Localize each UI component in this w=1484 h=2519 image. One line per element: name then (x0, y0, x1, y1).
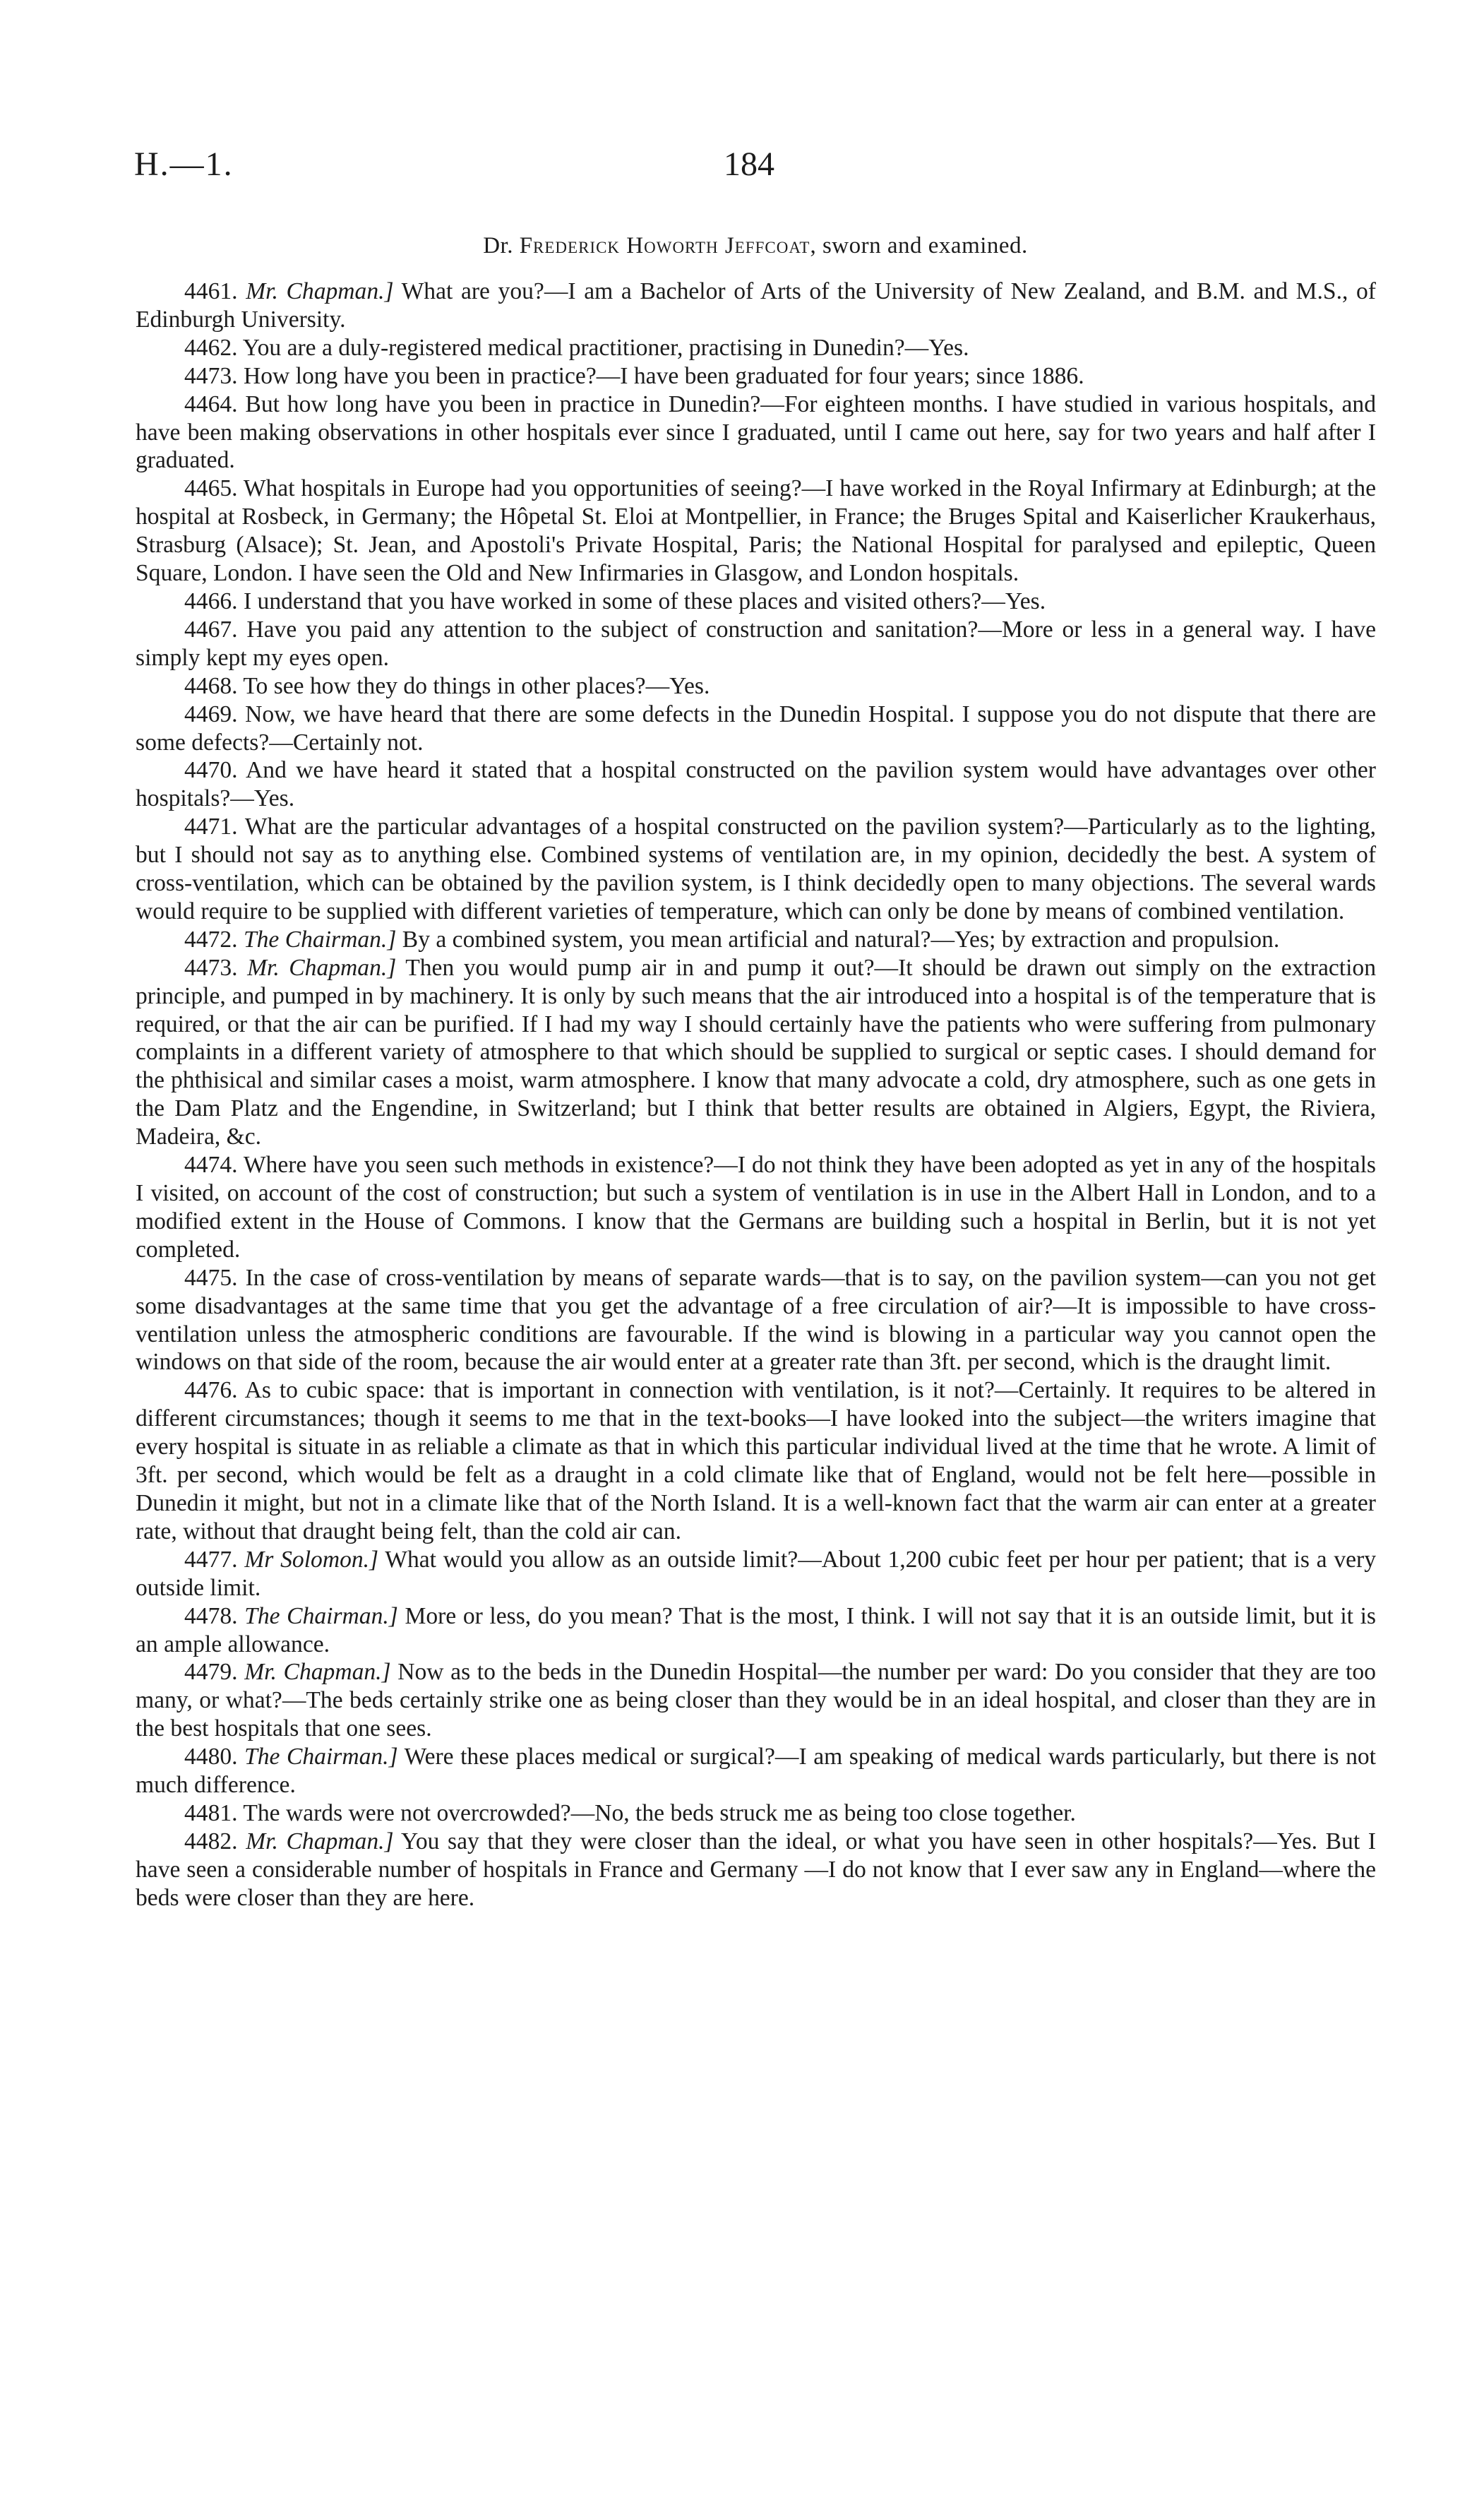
testimony-paragraph (136, 1264, 1376, 1377)
question-number: 4462. (184, 334, 238, 361)
paragraph-text: By a combined system, you mean artificial and natural?—Yes; by extraction and propulsion. (402, 926, 1280, 953)
testimony-paragraph (136, 588, 1376, 616)
question-number: 4473. (184, 954, 238, 981)
question-number: 4472. (184, 926, 238, 953)
question-number: 4475. (184, 1264, 238, 1291)
witness-name: Frederick Howorth Jeffcoat (519, 233, 810, 258)
testimony-paragraph (136, 362, 1376, 391)
paragraph-text: To see how they do things in other places?—Yes. (243, 672, 710, 699)
testimony-paragraph (136, 1799, 1376, 1828)
question-number: 4479. (184, 1659, 238, 1686)
testimony-paragraph (136, 1376, 1376, 1545)
speaker-label: Mr. Chapman.] (246, 1828, 394, 1854)
question-number: 4481. (184, 1799, 238, 1826)
testimony-paragraph (136, 475, 1376, 588)
testimony-paragraph (136, 1658, 1376, 1743)
paragraph-text: Now as to the beds in the Dunedin Hospital—the number per ward: Do you consider that they are too many, or what?—The beds certainly strike one as being closer than they would be in an ideal hospital, and closer than they are in the best hospitals that one sees. (136, 1659, 1376, 1742)
testimony-paragraph (136, 1602, 1376, 1659)
testimony-paragraph (136, 391, 1376, 475)
testimony-paragraph (136, 701, 1376, 757)
page-number: 184 (724, 145, 774, 183)
document-code: H.—1. (134, 145, 234, 183)
testimony-paragraph (136, 954, 1376, 1151)
question-number: 4467. (184, 616, 238, 643)
question-number: 4464. (184, 391, 238, 417)
question-number: 4473. (184, 362, 238, 389)
testimony-body (136, 278, 1376, 1912)
question-number: 4474. (184, 1152, 238, 1179)
paragraph-text: You say that they were closer than the ideal, or what you have seen in other hospitals?—Yes. But I have seen a considerable number of hospitals in France and Germany —I do not know that I ever saw any in England—where the beds were closer than they are here. (136, 1828, 1376, 1911)
paragraph-text: I understand that you have worked in some of these places and visited others?—Yes. (243, 588, 1046, 614)
question-number: 4471. (184, 814, 238, 840)
testimony-paragraph (136, 1151, 1376, 1264)
question-number: 4476. (184, 1377, 238, 1404)
question-number: 4478. (184, 1602, 238, 1629)
page-header (134, 145, 1377, 194)
paragraph-text: What would you allow as an outside limit?—About 1,200 cubic feet per hour per patient; that is a very outside limit. (136, 1546, 1376, 1601)
speaker-label: Mr. Chapman.] (246, 278, 394, 304)
witness-suffix: , sworn and examined. (810, 233, 1028, 258)
speaker-label: The Chairman.] (244, 1744, 398, 1770)
paragraph-text: More or less, do you mean? That is the most, I think. I will not say that it is an outside limit, but it is an ample allowance. (136, 1602, 1376, 1657)
testimony-paragraph (136, 756, 1376, 813)
speaker-label: The Chairman.] (243, 926, 397, 953)
question-number: 4466. (184, 588, 238, 614)
paragraph-text: How long have you been in practice?—I have been graduated for four years; since 1886. (243, 362, 1084, 389)
testimony-paragraph (136, 813, 1376, 926)
testimony-paragraph (136, 1743, 1376, 1799)
paragraph-text: Where have you seen such methods in existence?—I do not think they have been adopted as yet in any of the hospitals I visited, on account of the cost of construction; but such a system of ventilation is in use in the Albert Hall in London, and to a modified extent in the House of Commons. I know that the Germans are building such a hospital in Berlin, but it is not yet completed. (136, 1152, 1376, 1263)
paragraph-text: Have you paid any attention to the subject of construction and sanitation?—More or less in a general way. I have simply kept my eyes open. (136, 616, 1376, 671)
paragraph-text: In the case of cross-ventilation by means of separate wards—that is to say, on the pavilion system—can you not get some disadvantages at the same time that you get the advantage of a free circulation of air?—It is impossible to have cross-ventilation unless the atmospheric conditions are favourable. If the wind is blowing in a particular way you cannot open the windows on that side of the room, because the air would enter at a greater rate than 3ft. per second, which is the draught limit. (136, 1264, 1376, 1376)
speaker-label: Mr Solomon.] (244, 1546, 379, 1573)
paragraph-text: Now, we have heard that there are some defects in the Dunedin Hospital. I suppose you do not dispute that there are some defects?—Certainly not. (136, 701, 1376, 756)
speaker-label: The Chairman.] (244, 1602, 398, 1629)
paragraph-text: The wards were not overcrowded?—No, the beds struck me as being too close together. (243, 1799, 1076, 1826)
question-number: 4482. (184, 1828, 238, 1854)
paragraph-text: Were these places medical or surgical?—I am speaking of medical wards particularly, but there is not much difference. (136, 1744, 1376, 1799)
testimony-paragraph (136, 1546, 1376, 1602)
question-number: 4477. (184, 1546, 238, 1573)
paragraph-text: What are the particular advantages of a hospital constructed on the pavilion system?—Particularly as to the lighting, but I should not say as to anything else. Combined systems of ventilation are, in my opinion, decidedly the best. A system of cross-ventilation, which can be obtained by the pavilion system, is I think decidedly open to many objections. The several wards would require to be supplied with different varieties of temperature, which can only be done by means of combined ventilation. (136, 814, 1376, 924)
paragraph-text: What hospitals in Europe had you opportunities of seeing?—I have worked in the Royal Infirmary at Edinburgh; at the hospital at Rosbeck, in Germany; the Hôpetal St. Eloi at Montpellier, in France; the Bruges Spital and Kaiserlicher Kraukerhaus, Strasburg (Alsace); St. Jean, and Apostoli's Private Hospital, Paris; the National Hospital for paralysed and epileptic, Queen Square, London. I have seen the Old and New Infirmaries in Glasgow, and London hospitals. (136, 475, 1376, 587)
question-number: 4468. (184, 672, 238, 699)
testimony-paragraph (136, 278, 1376, 334)
paragraph-text: You are a duly-registered medical practitioner, practising in Dunedin?—Yes. (242, 334, 969, 361)
witness-heading (134, 233, 1377, 259)
testimony-paragraph (136, 1828, 1376, 1912)
question-number: 4469. (184, 701, 238, 727)
speaker-label: Mr. Chapman.] (247, 954, 397, 981)
testimony-paragraph (136, 616, 1376, 672)
question-number: 4470. (184, 757, 238, 784)
question-number: 4461. (184, 278, 238, 304)
testimony-paragraph (136, 926, 1376, 954)
testimony-paragraph (136, 334, 1376, 362)
speaker-label: Mr. Chapman.] (244, 1659, 391, 1686)
question-number: 4465. (184, 475, 238, 502)
paragraph-text: What are you?—I am a Bachelor of Arts of the University of New Zealand, and B.M. and M.S., of Edinburgh University. (136, 278, 1376, 333)
testimony-paragraph (136, 672, 1376, 701)
paragraph-text: Then you would pump air in and pump it out?—It should be drawn out simply on the extraction principle, and pumped in by machinery. It is only by such means that the air introduced into a hospital is of the temperature that is required, or that the air can be purified. If I had my way I should certainly have the patients who were suffering from pulmonary complaints in a different variety of atmosphere to that which should be supplied to surgical or septic cases. I should demand for the phthisical and similar cases a moist, warm atmosphere. I know that many advocate a cold, dry atmosphere, such as one gets in the Dam Platz and the Engendine, in Switzerland; but I think that better results are obtained in Algiers, Egypt, the Riviera, Madeira, &c. (136, 954, 1376, 1150)
paragraph-text: But how long have you been in practice in Dunedin?—For eighteen months. I have studied in various hospitals, and have been making observations in other hospitals ever since I graduated, until I came out here, say for two years and half after I graduated. (136, 391, 1376, 474)
witness-prefix: Dr. (483, 233, 520, 258)
paragraph-text: As to cubic space: that is important in connection with ventilation, is it not?—Certainly. It requires to be altered in different circumstances; though it seems to me that in the text-books—I have looked into the subject—the writers imagine that every hospital is situate in as reliable a climate as that in which this particular individual lived at the time that he wrote. A limit of 3ft. per second, which would be felt as a draught in a cold climate like that of England, would not be felt here—possible in Dunedin it might, but not in a climate like that of the North Island. It is a well-known fact that the warm air can enter at a greater rate, without that draught being felt, than the cold air can. (136, 1377, 1376, 1544)
question-number: 4480. (184, 1744, 238, 1770)
paragraph-text: And we have heard it stated that a hospital constructed on the pavilion system would have advantages over other hospitals?—Yes. (136, 757, 1376, 812)
